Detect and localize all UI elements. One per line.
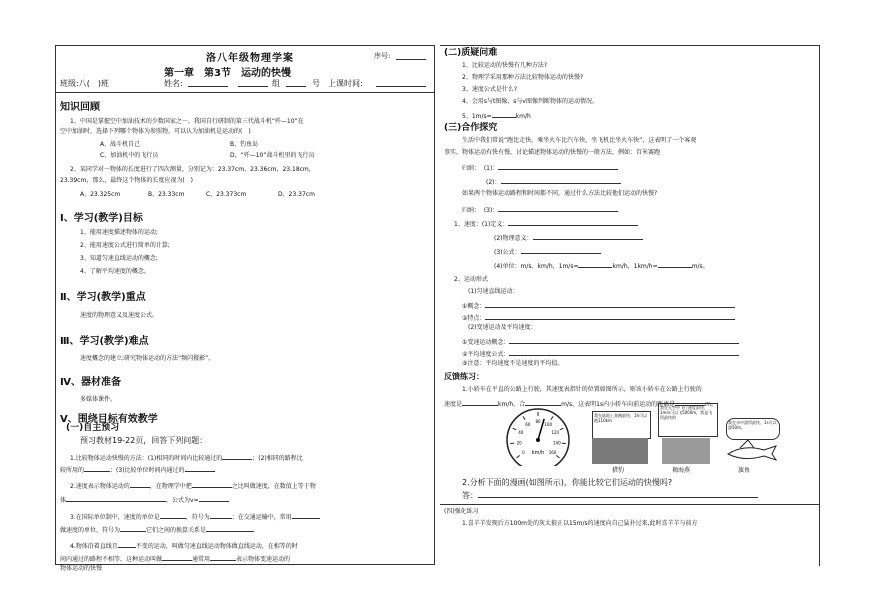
equipment-text: 多媒体课件。 — [80, 396, 117, 403]
gauge-tick-label: 60 — [525, 421, 531, 427]
blank[interactable] — [509, 336, 739, 344]
cheetah-label: 猎豹 — [612, 467, 625, 474]
motion-variable: (2)变速运动及平均速度： — [468, 324, 537, 331]
q2-option-c: C、23.373cm — [206, 191, 247, 198]
sailfish-speech-bubble: 我在水中游得最快，1s可以游50m。 — [726, 418, 780, 440]
blank[interactable] — [120, 524, 146, 532]
blank[interactable] — [578, 260, 612, 268]
practice-heading: 反馈练习： — [444, 372, 484, 381]
summary-2: (2)： — [486, 176, 621, 187]
q1-option-c: C、加油机中的飞行员 — [100, 152, 159, 159]
uniform-concept: ①概念： — [462, 300, 735, 311]
practice1-line2: 速度是 km/h，合 m/s，这表明1s内小轿车向前运动的距离是 m。 — [444, 398, 717, 409]
page-title: 洛八年级物理学案 — [206, 53, 294, 64]
blank[interactable] — [658, 260, 692, 268]
blank[interactable] — [521, 246, 601, 254]
q2-option-d: D、23.37cm — [278, 191, 315, 198]
speedometer-dial — [507, 409, 569, 466]
practice2-answer: 答： — [462, 490, 758, 501]
speed-def: 1、速度：(1)定义： — [454, 218, 638, 229]
difficulty-text: 速度概念的建立;研究物体运动的方法“频闪摄影”。 — [80, 355, 215, 362]
blank[interactable] — [462, 398, 498, 406]
blank[interactable] — [162, 553, 192, 561]
blank[interactable] — [192, 480, 232, 488]
p4-text-cont: 间内通过的路程不相等，这种运动叫做 通常用 表示物体变速运动的 — [60, 553, 290, 564]
gauge-unit: km/h — [531, 450, 545, 456]
blank[interactable] — [160, 511, 186, 519]
class-label: 班级:八( )班 — [60, 79, 109, 88]
sailfish-image — [724, 438, 780, 464]
blank[interactable] — [533, 232, 643, 240]
p3-text: 3.在国际单位制中，速度的单位是 ，符号为 ；在交通运输中，常用 — [70, 511, 320, 522]
blank[interactable] — [199, 494, 229, 502]
gauge-hub — [536, 438, 540, 442]
chapter-title: 第一章 第3节 运动的快慢 — [164, 68, 291, 79]
name-blank[interactable] — [188, 79, 228, 87]
teaching-heading: Ⅴ、围绕目标有效教学 — [60, 414, 158, 425]
goal-item: 2、能用速度公式进行简单的计算; — [80, 242, 170, 249]
blank[interactable] — [485, 312, 735, 320]
blank[interactable] — [485, 300, 735, 308]
preview-heading: (一)自主预习 — [66, 423, 120, 433]
gauge-tick — [523, 416, 525, 419]
coop-line3: 如果两个物体运动路程和时间都不同，通过什么方法比较他们运动的快慢? — [462, 190, 658, 197]
gauge-tick-label: 40 — [518, 429, 524, 435]
number-blank[interactable] — [286, 79, 306, 87]
exercise1-line: 1.喜羊羊发现后方100m处的灰太狼正以15m/s的速度向自己猛扑过来,此时喜羊羊与前方 — [462, 520, 698, 527]
gauge-tick-label: 80 — [535, 419, 541, 424]
sailfish-label: 旗鱼 — [738, 467, 751, 474]
swift-image — [662, 438, 710, 464]
serial-label: 序号: — [374, 52, 391, 60]
coop-line2: 事实，物体运动有快有慢，讨论描述物体运动的快慢的一般方法，例如：百米赛跑 — [444, 149, 661, 156]
q2-line1: 2、某同学对一物体的长度进行了四次测量，分别记为：23.37cm，23.36cm，23.18cm， — [70, 166, 315, 173]
blank[interactable] — [498, 162, 618, 170]
q1-option-b: B、钓鱼岛 — [230, 141, 259, 148]
blank[interactable] — [501, 176, 621, 184]
gauge-tick — [562, 443, 566, 444]
p3-text-cont: 做速度的单位，符号为 它们之间的换算关系是 — [60, 524, 254, 535]
gauge-tick — [551, 416, 553, 419]
preview-intro: 预习教材19-22页，回答下列问题： — [80, 436, 208, 445]
gauge-tick — [517, 455, 520, 458]
speed-unit: (4)单位：m/s、km/h，1m/s= km/h，1km/h= m/s。 — [494, 260, 709, 271]
q2-line2: 23.39cm，那么，最终这个物体的长度应视为( ) — [60, 177, 194, 184]
section-divider — [440, 504, 820, 505]
goal-item: 1、能用速度描述物体的运动; — [80, 229, 158, 236]
blank[interactable] — [509, 348, 739, 356]
blank[interactable] — [185, 464, 215, 472]
time-label: 上课时间: — [328, 79, 363, 88]
q1-line1: 1、中国是掌握空中加油技术的少数国家之一。我国自行研制的第三代战斗机“歼—10”在 — [70, 118, 304, 125]
blank[interactable] — [478, 490, 758, 498]
blank[interactable] — [210, 553, 236, 561]
doubt-item: 1、比较运动的快慢有几种方法? — [462, 62, 548, 69]
p4-text: 4.物体沿着直线且 不变的运动，叫做匀速直线运动物体做直线运动，在相等的时 — [70, 540, 298, 551]
blank[interactable] — [84, 464, 110, 472]
group-blank[interactable] — [238, 79, 268, 87]
speed-formula: (3)公式： — [494, 246, 601, 257]
speed-meaning: (2)物理意义： — [494, 232, 643, 243]
goal-item: 3、知道匀速直线运动的概念; — [80, 255, 158, 262]
goal-item: 4、了解平均速度的概念。 — [80, 268, 150, 275]
q1-line2: 空中加油时，选择下列哪个物体为参照物，可以认为加油机是运动的( ) — [60, 128, 251, 135]
motion-uniform: (1)匀速直线运动： — [468, 288, 519, 295]
summary-3: 归纳： (3)： — [462, 204, 618, 215]
gauge-tick-label: 20 — [516, 440, 522, 446]
serial-blank[interactable] — [396, 52, 426, 60]
average-formula: ②平均速度公式： — [462, 348, 739, 359]
gauge-tick-label: 160 — [548, 450, 557, 456]
practice1-line1: 1.小轿车在平直的公路上行驶，其速度表指针的位置如图所示，则该小轿车在公路上行驶的 — [462, 386, 702, 393]
gauge-tick — [510, 443, 514, 444]
gauge-tick-label: 120 — [551, 429, 560, 435]
q1-option-d: D、“歼—10”战斗机里的飞行员 — [230, 152, 315, 159]
blank[interactable] — [118, 540, 136, 548]
header-divider — [56, 92, 434, 93]
doubt-item: 4、会用s与t图像，s与v图像判断物体的运动情况。 — [462, 98, 598, 105]
doubts-heading: (二)质疑问难 — [444, 48, 498, 58]
key-point-heading: Ⅱ、学习(教学)重点 — [60, 292, 146, 303]
p2-text-cont: 体 ，公式为v= — [60, 494, 229, 505]
time-blank[interactable] — [376, 79, 426, 87]
blank[interactable] — [210, 511, 232, 519]
doubt-item-5: 5、1m/s= km/h — [462, 110, 531, 121]
cheetah-image — [592, 438, 648, 464]
gauge-tick — [560, 428, 564, 430]
right-column — [440, 45, 820, 565]
q2-option-a: A、23.325cm — [80, 191, 121, 198]
coop-line1: 生活中我们常说“跑比走快，乘坐火车比汽车快，坐飞机比坐火车快”，这表明了一个客观 — [462, 137, 697, 144]
blank[interactable] — [508, 218, 638, 226]
blank[interactable] — [206, 524, 254, 532]
q2-option-b: B、23.33cm — [148, 191, 185, 198]
blank[interactable] — [498, 204, 618, 212]
gauge-tick-label: 100 — [544, 421, 553, 427]
summary-1: 归纳： (1)： — [462, 162, 618, 173]
doubt-item: 3、速度公式是什么? — [462, 86, 518, 93]
uniform-feature: ②特点： — [462, 312, 735, 323]
p1-text-cont: 较所用的 ；(3)比较单位时间内通过的 — [60, 464, 215, 475]
cheetah-speech-bubble: 我在陆地上奔跑最快，1h可以跑110km — [592, 411, 651, 439]
gauge-tick-label: 0 — [522, 450, 525, 456]
p1-text: 1.比较物体运动快慢的方法：(1)相同的时间内比较通过的 ；(2)相同的路程比 — [70, 452, 303, 463]
swift-speech-bubble: 我在天空中飞行速度最快，1min可以飞5000m，我是飞得最快的 — [658, 403, 718, 437]
p2-text: 2.速度表示物体运动的 ，在物理学中把 之比叫做速度，在数值上等于物 — [70, 480, 316, 491]
goals-heading: Ⅰ、学习(教学)目标 — [60, 213, 143, 224]
blank[interactable] — [130, 480, 150, 488]
blank[interactable] — [492, 110, 516, 118]
gauge-tick — [513, 428, 517, 430]
review-heading: 知识回顾 — [60, 102, 100, 113]
reinforce-heading: (四)强化练习 — [444, 508, 479, 515]
key-point-text: 速度的物理意义及速度公式。 — [80, 312, 159, 319]
gauge-tick-label: 140 — [553, 440, 561, 446]
average-note: ③注意：平均速度不是速度的平均值。 — [462, 360, 564, 367]
swift-label: 褐海燕 — [672, 467, 691, 474]
q1-option-a: A、战斗机自己 — [100, 141, 141, 148]
equipment-heading: Ⅳ、器材准备 — [60, 377, 121, 388]
coop-heading: (三)合作探究 — [444, 123, 498, 133]
variable-concept: ①变速运动概念： — [462, 336, 739, 347]
blank[interactable] — [222, 452, 252, 460]
gauge-tick — [556, 455, 559, 458]
blank[interactable] — [66, 494, 166, 502]
blank[interactable] — [292, 511, 320, 519]
motion-label: 2、运动形式 — [454, 276, 488, 283]
practice2-question: 2.分析下面的漫画(如图所示)，你能比较它们运动的快慢吗? — [462, 478, 673, 487]
name-label: 姓名: — [164, 79, 183, 88]
group-label: 组 — [272, 79, 280, 88]
speedometer-figure — [498, 404, 578, 466]
difficulty-heading: Ⅲ、学习(教学)难点 — [60, 336, 149, 347]
p4-text-end: 物体运动的快慢 — [60, 565, 103, 572]
number-label: 号 — [312, 79, 320, 88]
left-column — [55, 45, 435, 572]
doubt-item: 2、物理学采用那种方法比较物体运动的快慢? — [462, 74, 584, 81]
